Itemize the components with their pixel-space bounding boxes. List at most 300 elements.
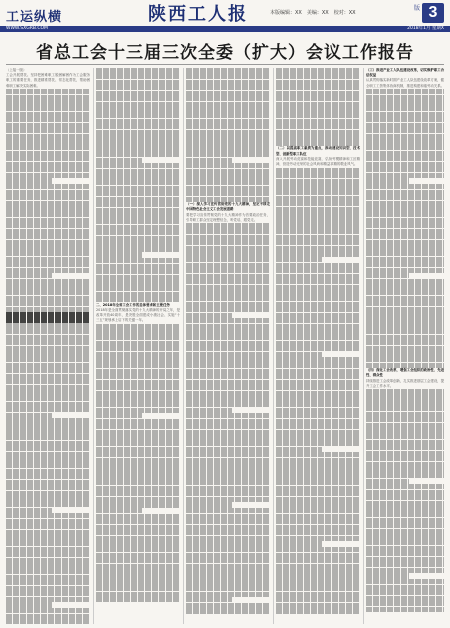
- text-line: [96, 280, 180, 285]
- text-line: [276, 285, 360, 290]
- text-line: [6, 167, 90, 172]
- text-line: [186, 96, 270, 101]
- text-line: [276, 514, 360, 519]
- text-line: [96, 335, 180, 340]
- text-line: [96, 424, 180, 429]
- text-line: [186, 413, 270, 418]
- text-line: [366, 484, 444, 489]
- text-line: [6, 558, 90, 563]
- text-line: [366, 301, 444, 306]
- text-line: [6, 206, 90, 211]
- text-line: [276, 279, 360, 284]
- text-line: [366, 318, 444, 323]
- text-line: [96, 396, 180, 401]
- text-line: [366, 406, 444, 411]
- text-line: [96, 491, 180, 496]
- text-line: [366, 428, 444, 433]
- text-line: [96, 297, 180, 302]
- text-line: [366, 273, 409, 278]
- article-column-1: [6, 68, 90, 624]
- text-line: [366, 490, 444, 495]
- text-line: [276, 474, 360, 479]
- text-line: [96, 180, 180, 185]
- text-line: [186, 435, 270, 440]
- text-line: [276, 107, 360, 112]
- text-line: [96, 413, 142, 418]
- text-line: [186, 285, 270, 290]
- text-line: [96, 408, 180, 413]
- text-line: [96, 575, 180, 580]
- text-line: [276, 391, 360, 396]
- text-line: [6, 535, 90, 540]
- text-line: [186, 91, 270, 96]
- text-line: [366, 234, 444, 239]
- text-line: [186, 458, 270, 463]
- text-line: [6, 413, 52, 418]
- paragraph: 认真贯彻落实新时期产业工人队伍建设改革方案，健全职工工资集体协商机制，推进构建和谐劳动关系。: [366, 78, 444, 88]
- text-line: [96, 592, 180, 597]
- text-line: [96, 152, 180, 157]
- text-line: [186, 547, 270, 552]
- text-line: [366, 467, 444, 472]
- article-column-4: [276, 68, 360, 624]
- text-line: [6, 162, 90, 167]
- text-line: [366, 585, 444, 590]
- text-line: [366, 284, 444, 289]
- text-line: [366, 579, 444, 584]
- text-line: [6, 229, 90, 234]
- text-line: [276, 207, 360, 212]
- section-heading: 二、2018年全省工会工作的总体要求和主要任务: [96, 302, 170, 307]
- text-line: [6, 446, 90, 451]
- text-line: [276, 603, 360, 608]
- page-label: 版: [413, 5, 420, 12]
- text-line: [6, 452, 90, 457]
- text-line: [96, 514, 180, 519]
- text-line: [276, 408, 360, 413]
- text-line: [276, 124, 360, 129]
- text-line: [276, 229, 360, 234]
- body-text-lines: [366, 389, 444, 612]
- text-line: [276, 502, 360, 507]
- text-line: [6, 407, 90, 412]
- text-line: [276, 173, 360, 178]
- text-line: [96, 102, 180, 107]
- text-line: [276, 85, 360, 90]
- text-line: [186, 514, 270, 519]
- text-line: [6, 268, 90, 273]
- text-line: [366, 562, 444, 567]
- text-line: [6, 346, 90, 351]
- text-line: [366, 245, 444, 250]
- text-line: [366, 312, 444, 317]
- text-line: [366, 195, 444, 200]
- text-line: [96, 219, 180, 224]
- text-line: [6, 106, 90, 111]
- text-line: [6, 128, 90, 133]
- text-line: [96, 553, 180, 558]
- text-line: [366, 389, 444, 394]
- text-line: [96, 357, 180, 362]
- text-line: [186, 380, 270, 385]
- text-line: [96, 452, 180, 457]
- text-line: [6, 284, 90, 289]
- text-line: [276, 290, 360, 295]
- text-line: [96, 341, 180, 346]
- text-line: [186, 329, 270, 334]
- text-line: [366, 117, 444, 122]
- text-line: [276, 369, 360, 374]
- text-line: [186, 369, 270, 374]
- text-line: [96, 130, 180, 135]
- text-line: [366, 440, 444, 445]
- text-line: [96, 91, 180, 96]
- text-line: [6, 178, 52, 183]
- text-line: [186, 274, 270, 279]
- column-divider: [273, 68, 274, 624]
- text-line: [96, 247, 180, 252]
- text-line: [276, 380, 360, 385]
- text-line: [6, 402, 90, 407]
- text-line: [276, 296, 360, 301]
- edition-meta: 本版编辑：XX 美编：XX 校对：XX: [270, 10, 356, 16]
- text-line: [96, 241, 180, 246]
- text-line: [6, 100, 90, 105]
- text-line: [6, 569, 90, 574]
- text-line: [366, 240, 444, 245]
- text-line: [276, 341, 360, 346]
- text-line: [366, 190, 444, 195]
- text-line: [96, 329, 180, 334]
- text-line: [276, 168, 360, 173]
- text-line: [276, 212, 360, 217]
- text-line: [6, 145, 90, 150]
- text-line: [366, 445, 444, 450]
- text-line: [276, 452, 360, 457]
- text-line: [6, 251, 90, 256]
- section-name: 工运纵横: [6, 10, 63, 25]
- body-text-lines: [366, 89, 444, 368]
- text-line: [366, 534, 444, 539]
- text-line: [366, 551, 444, 556]
- text-line: [6, 195, 90, 200]
- text-line: [6, 396, 90, 401]
- text-line: [366, 262, 444, 267]
- text-line: [96, 286, 180, 291]
- text-line: [276, 497, 360, 502]
- text-line: [6, 519, 90, 524]
- article-title: 省总工会十三届三次全委（扩大）会议工作报告: [36, 43, 414, 63]
- text-line: [96, 324, 180, 329]
- text-line: [96, 380, 180, 385]
- text-line: [6, 223, 90, 228]
- text-line: [96, 508, 142, 513]
- text-line: [96, 292, 180, 297]
- text-line: [276, 313, 360, 318]
- text-line: [276, 135, 360, 140]
- text-line: [276, 608, 360, 613]
- text-line: [276, 201, 360, 206]
- text-line: [6, 463, 90, 468]
- text-line: [276, 223, 360, 228]
- text-line: [366, 329, 444, 334]
- text-line: [366, 501, 444, 506]
- text-line: [366, 178, 409, 183]
- paragraph: 工会开展帮扶。坚持把困难职工脱困解困作为工会服务职工的重要任务，推进精准帮扶、常态化帮扶，帮助困难职工解决实际困难。: [6, 73, 90, 88]
- text-line: [96, 135, 180, 140]
- text-line: [366, 184, 444, 189]
- text-line: [186, 519, 270, 524]
- text-line: [96, 530, 180, 535]
- text-line: [6, 385, 90, 390]
- text-line: [276, 435, 360, 440]
- text-line: [186, 174, 270, 179]
- text-line: [6, 429, 90, 434]
- text-line: [276, 385, 360, 390]
- text-line: [6, 329, 90, 334]
- text-line: [366, 223, 444, 228]
- text-line: [366, 546, 444, 551]
- text-line: [186, 302, 270, 307]
- text-line: [6, 619, 90, 624]
- text-line: [6, 474, 90, 479]
- text-line: [186, 229, 270, 234]
- text-line: [366, 156, 444, 161]
- text-line: [186, 586, 270, 591]
- text-line: [276, 113, 360, 118]
- text-line: [96, 519, 180, 524]
- text-line: [96, 269, 180, 274]
- text-line: [276, 184, 360, 189]
- text-line: [186, 575, 270, 580]
- text-line: [276, 190, 360, 195]
- text-line: [366, 434, 444, 439]
- text-line: [186, 597, 232, 602]
- text-line: [6, 340, 90, 345]
- text-line: [96, 502, 180, 507]
- body-text-lines: [276, 68, 360, 146]
- text-line: [6, 95, 90, 100]
- text-line: [96, 374, 180, 379]
- text-line: [366, 123, 444, 128]
- text-line: [6, 502, 90, 507]
- text-line: [6, 117, 90, 122]
- text-line: [276, 402, 360, 407]
- text-line: [6, 184, 90, 189]
- text-line: [276, 396, 360, 401]
- text-line: [366, 596, 444, 601]
- text-line: [186, 452, 270, 457]
- text-line: [186, 263, 270, 268]
- text-line: [6, 547, 90, 552]
- text-line: [186, 296, 270, 301]
- text-line: [96, 146, 180, 151]
- text-line: [186, 335, 270, 340]
- text-line: [96, 141, 180, 146]
- text-line: [366, 607, 444, 612]
- text-line: [96, 435, 180, 440]
- text-line: [186, 447, 270, 452]
- text-line: [186, 558, 270, 563]
- text-line: [276, 352, 322, 357]
- page-number: 3: [422, 3, 444, 23]
- text-line: [276, 91, 360, 96]
- text-line: [96, 236, 180, 241]
- text-line: [6, 212, 90, 217]
- text-line: [186, 396, 270, 401]
- text-line: [276, 251, 360, 256]
- text-line: [366, 201, 444, 206]
- text-line: [6, 173, 90, 178]
- text-line: [186, 163, 270, 168]
- text-line: [186, 180, 270, 185]
- text-line: [186, 363, 270, 368]
- text-line: [366, 351, 444, 356]
- text-line: [6, 597, 90, 602]
- text-line: [96, 441, 180, 446]
- text-line: [96, 547, 180, 552]
- text-line: [6, 190, 90, 195]
- text-line: [96, 197, 180, 202]
- text-line: [96, 463, 180, 468]
- text-line: [6, 201, 90, 206]
- text-line: [276, 536, 360, 541]
- text-line: [366, 357, 444, 362]
- text-line: [366, 335, 444, 340]
- text-line: [96, 346, 180, 351]
- text-line: [186, 235, 270, 240]
- text-line: [276, 586, 360, 591]
- text-line: [96, 107, 180, 112]
- text-line: [276, 363, 360, 368]
- text-line: [276, 580, 360, 585]
- text-line: [186, 146, 270, 151]
- text-line: [276, 463, 360, 468]
- body-text-lines: [276, 168, 360, 614]
- text-line: [186, 352, 270, 357]
- text-line: [186, 374, 270, 379]
- text-line: [366, 106, 444, 111]
- text-line: [366, 257, 444, 262]
- body-text-lines: [96, 324, 180, 603]
- text-line: [186, 169, 270, 174]
- text-line: [366, 139, 444, 144]
- text-line: [6, 614, 90, 619]
- article-column-3: [186, 68, 270, 624]
- text-line: [276, 547, 360, 552]
- article-column-5: [366, 68, 444, 624]
- text-line: [96, 564, 180, 569]
- text-line: [276, 235, 360, 240]
- text-line: [186, 541, 270, 546]
- text-line: [186, 313, 232, 318]
- text-line: [276, 268, 360, 273]
- text-line: [96, 96, 180, 101]
- text-line: [276, 592, 360, 597]
- text-line: [6, 575, 90, 580]
- text-line: [96, 258, 180, 263]
- text-line: [96, 497, 180, 502]
- body-text-lines: [186, 68, 270, 201]
- text-line: [6, 151, 90, 156]
- text-line: [6, 508, 52, 513]
- text-line: [186, 290, 270, 295]
- text-line: [186, 119, 270, 124]
- text-line: [186, 240, 270, 245]
- text-line: [186, 113, 270, 118]
- text-line: [366, 512, 444, 517]
- text-line: [276, 519, 360, 524]
- body-text-lines: [6, 323, 90, 624]
- text-line: [276, 329, 360, 334]
- text-line: [276, 564, 360, 569]
- text-line: [6, 273, 52, 278]
- text-line: [366, 363, 444, 368]
- text-line: [186, 385, 270, 390]
- text-line: [276, 196, 360, 201]
- text-line: [366, 473, 444, 478]
- text-line: [186, 191, 270, 196]
- text-line: [96, 469, 180, 474]
- text-line: [6, 563, 90, 568]
- text-line: [186, 502, 232, 507]
- text-line: [366, 340, 444, 345]
- text-line: [6, 245, 90, 250]
- text-line: [276, 335, 360, 340]
- text-line: [366, 540, 444, 545]
- text-line: [186, 430, 270, 435]
- text-line: [6, 240, 90, 245]
- text-line: [186, 608, 270, 613]
- text-line: [186, 80, 270, 85]
- text-line: [96, 447, 180, 452]
- text-line: [276, 130, 360, 135]
- text-line: [186, 391, 270, 396]
- section-heading: （四）深化工会改革，增强工会组织的政治性、先进性、群众性: [366, 368, 444, 378]
- text-line: [366, 456, 444, 461]
- text-line: [186, 530, 270, 535]
- text-line: [276, 447, 322, 452]
- text-line: [366, 229, 444, 234]
- text-line: [96, 369, 180, 374]
- text-line: [6, 435, 90, 440]
- text-line: [6, 379, 90, 384]
- site-url: WWW.SXGRB.COM: [6, 26, 48, 31]
- paragraph: 持续推进工会改革创新，扎实推进基层工会建设，提升工会工作水平。: [366, 378, 444, 388]
- text-line: [366, 290, 444, 295]
- text-line: [96, 430, 180, 435]
- text-line: [6, 134, 90, 139]
- text-line: [96, 586, 180, 591]
- paragraph: 2018年是全面贯彻落实党的十九大精神的开局之年，是改革开放40周年，是决胜全面建成小康社会、实施“十三五”规划承上启下的关键一年。: [96, 307, 180, 323]
- text-line: [366, 296, 444, 301]
- text-line: [276, 274, 360, 279]
- section-heading: （一）深入学习宣传贯彻党的十九大精神，坚定不移走中国特色社会主义工会发展道路: [186, 202, 270, 212]
- text-line: [276, 74, 360, 79]
- text-line: [276, 491, 360, 496]
- text-line: [6, 602, 52, 607]
- text-line: [276, 240, 360, 245]
- text-line: [186, 246, 270, 251]
- text-line: [96, 174, 180, 179]
- text-line: [96, 275, 180, 280]
- text-line: [96, 391, 180, 396]
- text-line: [366, 573, 409, 578]
- text-line: [366, 412, 444, 417]
- text-line: [186, 486, 270, 491]
- text-line: [186, 536, 270, 541]
- text-line: [6, 524, 90, 529]
